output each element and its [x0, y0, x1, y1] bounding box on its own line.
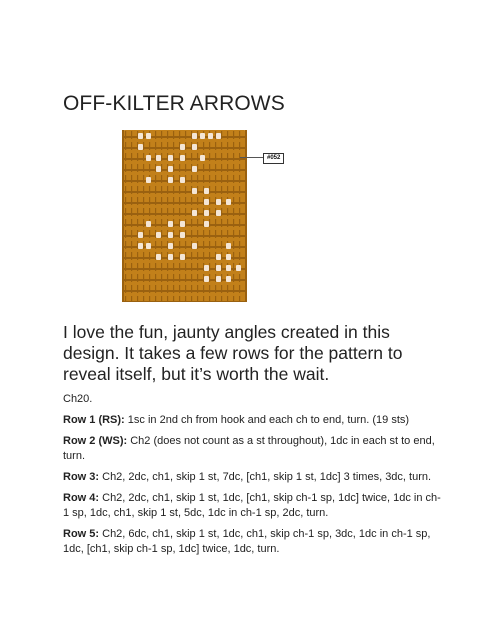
row-2-label: Row 2 (WS):	[63, 435, 128, 447]
row-1-label: Row 1 (RS):	[63, 414, 125, 426]
row-3	[63, 470, 443, 485]
swatch-photo	[122, 130, 247, 302]
row-5-text: Ch2, 6dc, ch1, skip 1 st, 1dc, ch1, skip ch-1 sp, 3dc, 1dc in ch-1 sp, 1dc, [ch1, skip ch-1 sp, 1dc] twice, 1dc, turn.	[63, 528, 431, 555]
row-1-text: 1sc in 2nd ch from hook and each ch to end, turn. (19 sts)	[124, 414, 410, 426]
pattern-title: OFF-KILTER ARROWS	[63, 92, 285, 115]
row-4-label: Row 4:	[63, 492, 100, 504]
intro-paragraph: I love the fun, jaunty angles created in this design. It takes a few rows for the pattern to reveal itself, but it’s worth the wait.	[63, 322, 403, 384]
row-4	[63, 491, 443, 521]
row-1	[63, 413, 443, 428]
row-5-label: Row 5:	[63, 528, 100, 540]
pattern-instructions	[63, 392, 443, 563]
tag-leader-line	[240, 157, 263, 158]
row-2	[63, 434, 443, 464]
foundation-chain: Ch20.	[63, 393, 93, 405]
pattern-number-tag: #052	[263, 153, 284, 164]
row-5	[63, 527, 443, 557]
row-3-text: Ch2, 2dc, ch1, skip 1 st, 7dc, [ch1, skip 1 st, 1dc] 3 times, 3dc, turn.	[99, 471, 432, 483]
row-3-label: Row 3:	[63, 471, 100, 483]
row-2-text: Ch2 (does not count as a st throughout), 1dc in each st to end, turn.	[63, 435, 435, 462]
crochet-swatch-image	[122, 130, 247, 302]
row-4-text: Ch2, 2dc, ch1, skip 1 st, 1dc, [ch1, skip ch-1 sp, 1dc] twice, 1dc in ch-1 sp, 1dc, ch1, skip 1 st, 5dc, 1dc in ch-1 sp, 2dc, turn.	[63, 492, 441, 519]
